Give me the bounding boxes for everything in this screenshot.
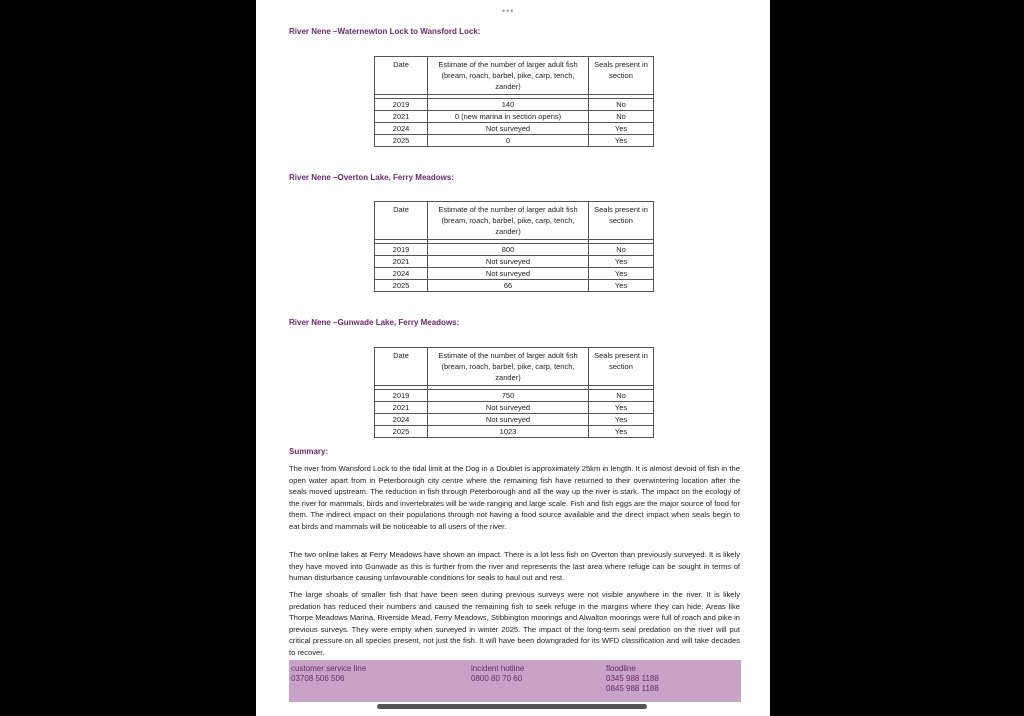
summary-paragraph-2: The two online lakes at Ferry Meadows have shown an impact. There is a lot less fish on Overton than previously surveyed. It is likely they have moved into Gunwade as this is further from the river and represents the last area where refuge can be sought in terms of human disturbance causing unfavourable conditions for seals to haul out and rest. [289, 550, 740, 583]
contact-footer [289, 660, 741, 702]
fish-table-overton [374, 201, 654, 292]
cell-date: 2019 [375, 244, 428, 256]
cell-seals: Yes [589, 426, 654, 438]
cell-estimate: 800 [428, 244, 589, 256]
cell-seals: No [589, 111, 654, 123]
more-options-dots-icon[interactable]: ••• [502, 6, 515, 16]
table-row [375, 414, 654, 426]
cell-date: 2025 [375, 135, 428, 147]
document-page [256, 0, 770, 716]
cell-date: 2021 [375, 256, 428, 268]
column-header-estimate: Estimate of the number of larger adult fish (bream, roach, barbel, pike, carp, tench, zander) [428, 57, 589, 95]
table-row [375, 268, 654, 280]
cell-estimate: Not surveyed [428, 402, 589, 414]
incident-hotline-label: incident hotline [471, 664, 525, 673]
cell-date: 2024 [375, 123, 428, 135]
cell-seals: Yes [589, 414, 654, 426]
table-row [375, 123, 654, 135]
cell-date: 2024 [375, 414, 428, 426]
cell-seals: Yes [589, 135, 654, 147]
cell-estimate: Not surveyed [428, 256, 589, 268]
column-header-estimate: Estimate of the number of larger adult fish (bream, roach, barbel, pike, carp, tench, zander) [428, 348, 589, 386]
cell-seals: No [589, 99, 654, 111]
cell-estimate: Not surveyed [428, 123, 589, 135]
fish-table-waternewton [374, 56, 654, 147]
cell-seals: Yes [589, 402, 654, 414]
column-header-date: Date [375, 348, 428, 386]
cell-date: 2019 [375, 390, 428, 402]
floodline-label: floodline [606, 664, 636, 673]
column-header-seals: Seals present in section [589, 57, 654, 95]
cell-estimate: Not surveyed [428, 268, 589, 280]
cell-date: 2025 [375, 426, 428, 438]
cell-estimate: 140 [428, 99, 589, 111]
cell-seals: No [589, 244, 654, 256]
cell-date: 2021 [375, 111, 428, 123]
column-header-date: Date [375, 57, 428, 95]
column-header-seals: Seals present in section [589, 202, 654, 240]
fish-table-gunwade [374, 347, 654, 438]
customer-service-label: customer service line [291, 664, 367, 673]
cell-date: 2019 [375, 99, 428, 111]
column-header-estimate: Estimate of the number of larger adult fish (bream, roach, barbel, pike, carp, tench, zander) [428, 202, 589, 240]
floodline-number-1[interactable]: 0345 988 1188 [606, 674, 659, 683]
cell-estimate: 1023 [428, 426, 589, 438]
summary-title: Summary: [289, 447, 329, 456]
column-header-date: Date [375, 202, 428, 240]
floodline-number-2[interactable]: 0845 988 1188 [606, 684, 659, 693]
table-row [375, 135, 654, 147]
cell-estimate: 66 [428, 280, 589, 292]
cell-estimate: 0 [428, 135, 589, 147]
table-row [375, 111, 654, 123]
cell-seals: Yes [589, 256, 654, 268]
section-heading-waternewton: River Nene –Waternewton Lock to Wansford Lock: [289, 27, 481, 36]
cell-date: 2025 [375, 280, 428, 292]
incident-hotline-number[interactable]: 0800 80 70 60 [471, 674, 523, 683]
cell-seals: No [589, 390, 654, 402]
cell-date: 2021 [375, 402, 428, 414]
column-header-seals: Seals present in section [589, 348, 654, 386]
cell-estimate: 750 [428, 390, 589, 402]
cell-seals: Yes [589, 123, 654, 135]
table-row [375, 256, 654, 268]
table-row [375, 99, 654, 111]
table-row [375, 390, 654, 402]
table-row [375, 426, 654, 438]
summary-paragraph-1: The river from Wansford Lock to the tidal limit at the Dog in a Doublet is approximately 25km in length. It is almost devoid of fish in the open water apart from in Peterborough city centre where the remaining fish have returned to their overwintering location after the seals moved upstream. The reduction in fish through Peterborough and all the way up the river is stark. The impact on the ecology of the river for mammals, birds and invertebrates will be wide ranging and large scale. Fish and fish eggs are the major source of food for them. The indirect impact on their populations through not having a food source available and the direct impact when seals begin to eat birds and mammals will be noticeable to all users of the river. [289, 464, 740, 531]
cell-seals: Yes [589, 280, 654, 292]
table-row [375, 280, 654, 292]
horizontal-scrollbar[interactable] [377, 704, 647, 709]
customer-service-number[interactable]: 03708 506 506 [291, 674, 345, 683]
cell-date: 2024 [375, 268, 428, 280]
section-heading-gunwade: River Nene –Gunwade Lake, Ferry Meadows: [289, 318, 460, 327]
section-heading-overton: River Nene –Overton Lake, Ferry Meadows: [289, 173, 454, 182]
summary-paragraph-3: The large shoals of smaller fish that have been seen during previous surveys were not visible anywhere in the river. It is likely predation has reduced their numbers and caused the remaining fish to seek refuge in the margins where they can hide. Areas like Thorpe Meadows Marina, Riverside Mead, Ferry Meadows, Stibbington moorings and Alwalton moorings were full of roach and pike in previous surveys. They were empty when surveyed in winter 2025. The impact of the long-term seal predation on the river will put critical pressure on all species present, not just the fish. It will have been downgraded for its WFD classification and will take decades to recover. [289, 590, 740, 657]
cell-estimate: 0 (new marina in section opens) [428, 111, 589, 123]
table-row [375, 244, 654, 256]
cell-estimate: Not surveyed [428, 414, 589, 426]
table-row [375, 402, 654, 414]
cell-seals: Yes [589, 268, 654, 280]
